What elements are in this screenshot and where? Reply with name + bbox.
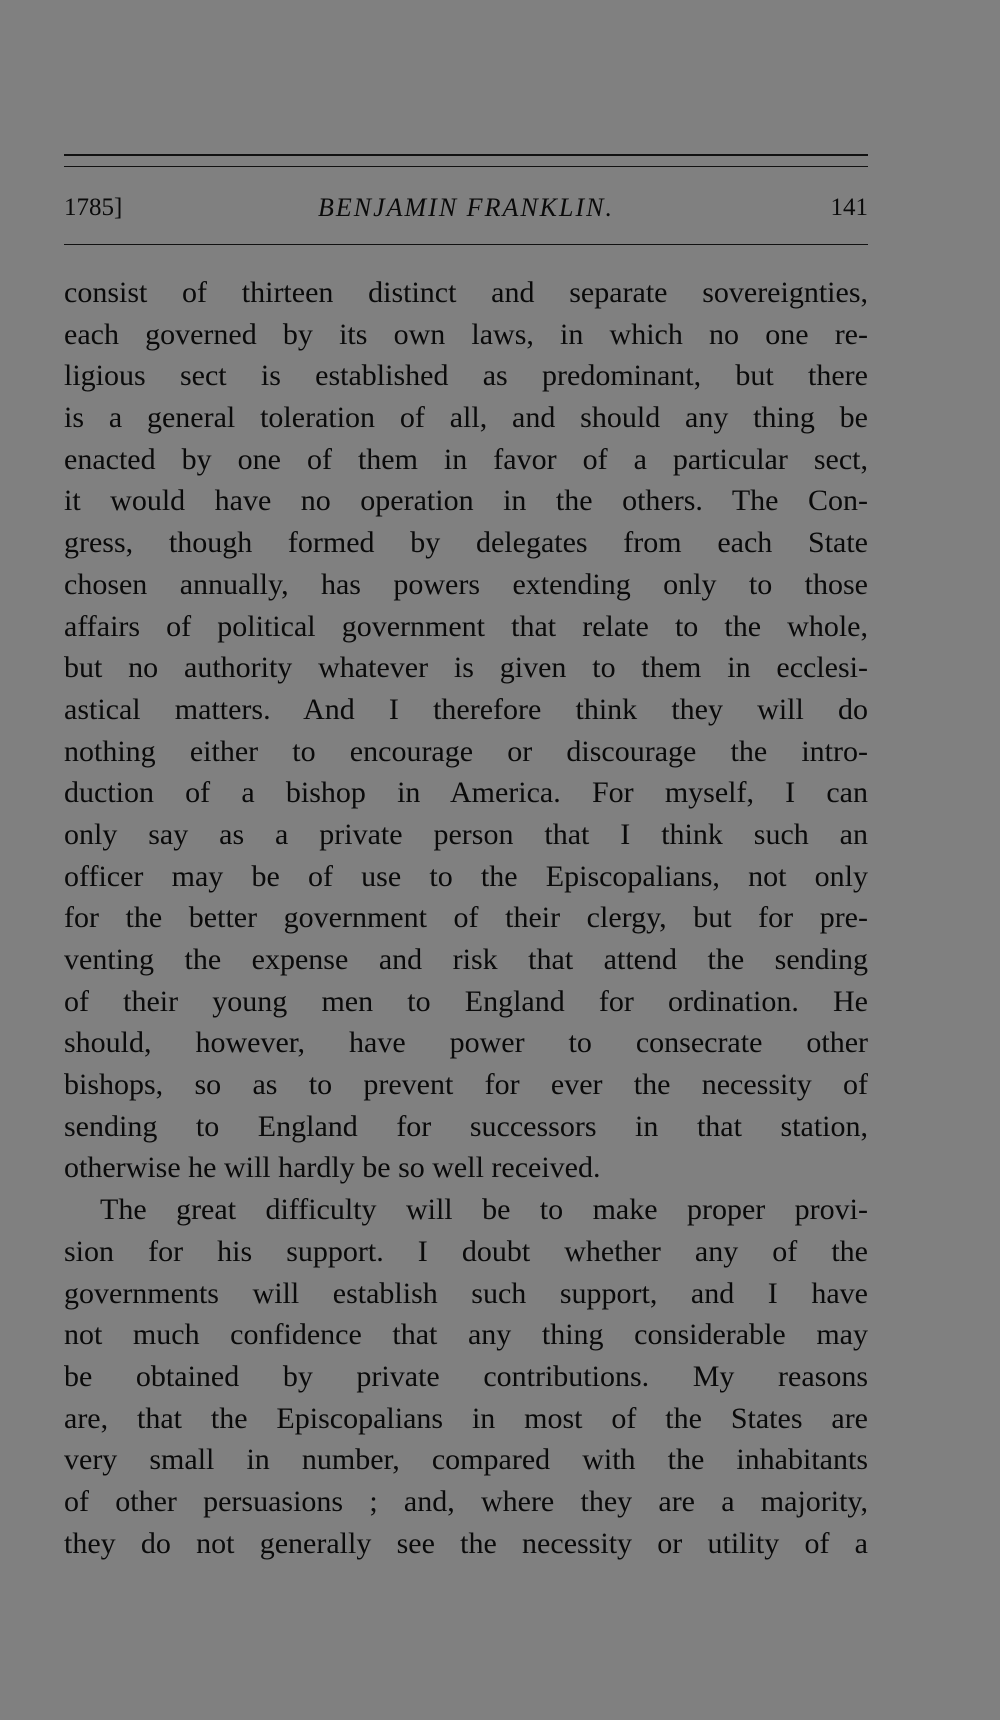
text-line: are, that the Episcopalians in most of the States are bbox=[64, 1401, 868, 1435]
header-rule-bottom bbox=[64, 244, 868, 245]
text-line: gress, though formed by delegates from each State bbox=[64, 526, 868, 560]
paragraph bbox=[64, 1189, 868, 1564]
header-rule-top-thin bbox=[64, 166, 868, 167]
running-head bbox=[64, 188, 868, 228]
text-line: sion for his support. I doubt whether any of the bbox=[64, 1234, 868, 1268]
text-line: is a general toleration of all, and should any thing be bbox=[64, 401, 868, 435]
running-head-title: BENJAMIN FRANKLIN. bbox=[318, 193, 614, 222]
page-number: 141 bbox=[830, 194, 868, 221]
text-line: bishops, so as to prevent for ever the necessity of bbox=[64, 1068, 868, 1102]
text-line: nothing either to encourage or discourage the intro- bbox=[64, 734, 868, 768]
text-line: very small in number, compared with the inhabitants bbox=[64, 1443, 868, 1477]
text-line: venting the expense and risk that attend the sending bbox=[64, 943, 868, 976]
paragraph bbox=[64, 272, 868, 1189]
text-line: each governed by its own laws, in which no one re- bbox=[64, 317, 868, 351]
text-line: not much confidence that any thing considerable may bbox=[64, 1318, 868, 1352]
text-line: only say as a private person that I think such an bbox=[64, 817, 868, 851]
text-line: they do not generally see the necessity or utility of a bbox=[64, 1526, 868, 1560]
body-text bbox=[64, 272, 868, 1564]
text-line: for the better government of their clergy, but for pre- bbox=[64, 901, 868, 935]
text-line: governments will establish such support, and I have bbox=[64, 1276, 868, 1310]
text-line: it would have no operation in the others. The Con- bbox=[64, 484, 868, 518]
text-line: The great difficulty will be to make proper provi- bbox=[100, 1193, 868, 1227]
running-head-year: 1785] bbox=[64, 194, 123, 221]
text-line: should, however, have power to consecrate other bbox=[64, 1026, 868, 1060]
text-line: sending to England for successors in that station, bbox=[64, 1109, 868, 1143]
header-rule-top bbox=[64, 154, 868, 156]
text-line: otherwise he will hardly be so well received. bbox=[64, 1151, 601, 1185]
text-line: duction of a bishop in America. For myself, I can bbox=[64, 776, 868, 810]
text-line: of other persuasions ; and, where they are a majority, bbox=[64, 1484, 868, 1518]
text-line: but no authority whatever is given to them in ecclesi- bbox=[64, 651, 868, 685]
text-line: consist of thirteen distinct and separate sovereignties, bbox=[64, 276, 868, 309]
text-line: ligious sect is established as predominant, but there bbox=[64, 359, 868, 393]
text-line: astical matters. And I therefore think they will do bbox=[64, 692, 868, 726]
text-line: affairs of political government that relate to the whole, bbox=[64, 609, 868, 643]
text-line: chosen annually, has powers extending only to those bbox=[64, 567, 868, 601]
text-line: officer may be of use to the Episcopalians, not only bbox=[64, 859, 868, 893]
text-line: enacted by one of them in favor of a particular sect, bbox=[64, 442, 868, 476]
text-line: be obtained by private contributions. My reasons bbox=[64, 1359, 868, 1393]
text-line: of their young men to England for ordination. He bbox=[64, 984, 868, 1018]
